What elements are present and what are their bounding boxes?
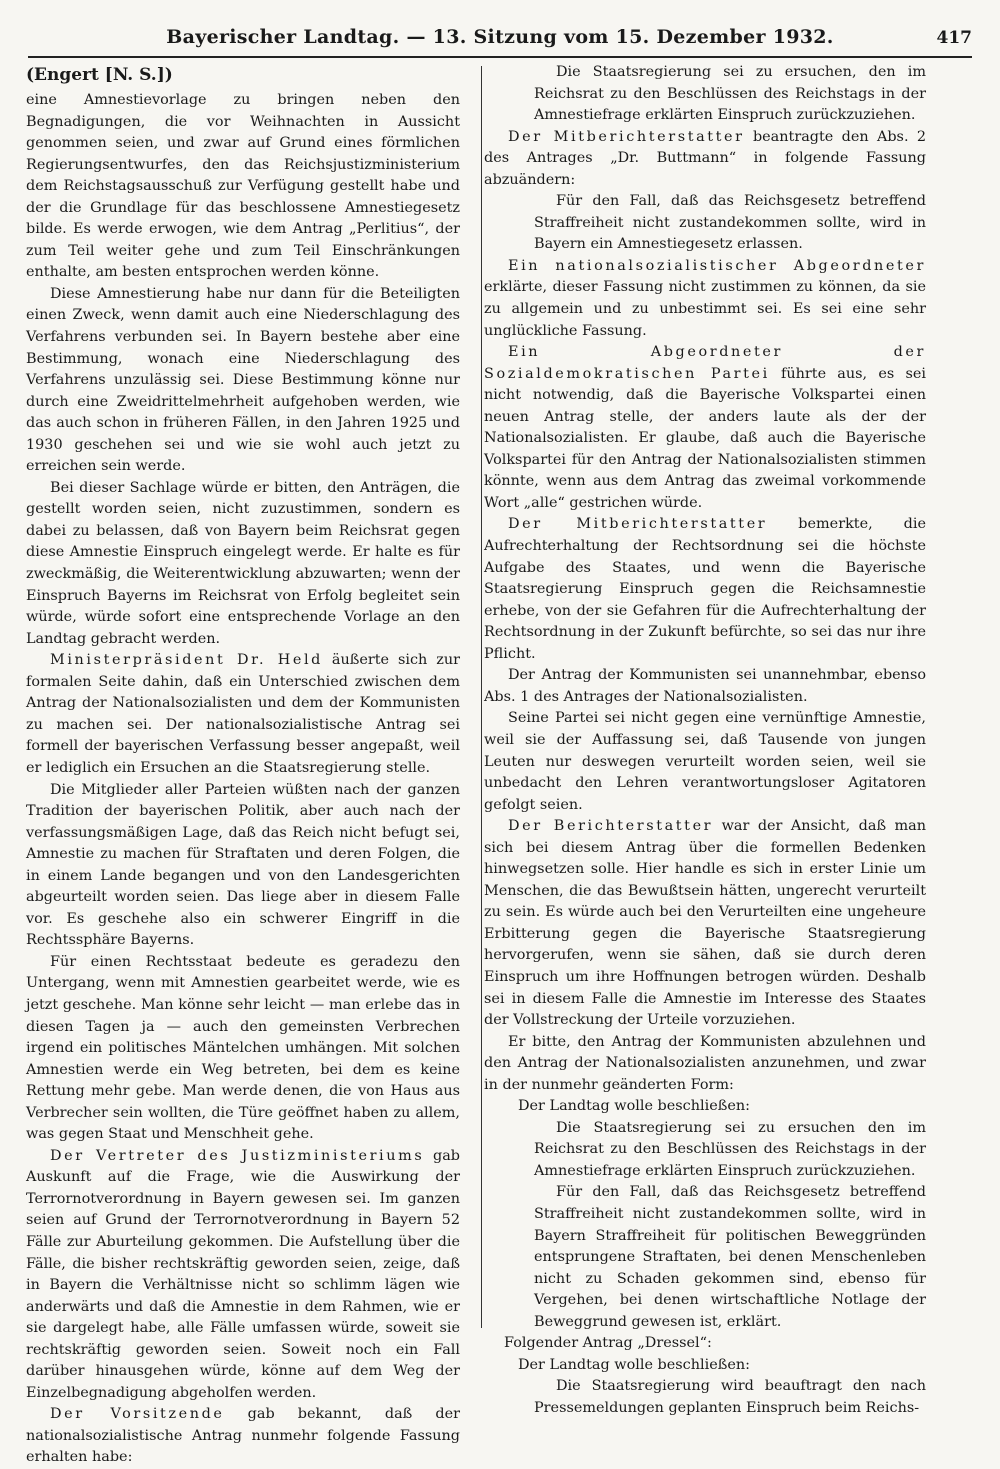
paragraph xyxy=(484,816,926,1031)
paragraph-text: bemerkte, die Aufrechterhaltung der Rechtsordnung sei die höchste Aufgabe des Staates, und wenn die Bayerische Staatsregierung Einspruch gegen die Reichsamnestie erhebe, von der sie Gefahren für die Aufrechterhaltung der Rechtsordnung in der Zukunft befürchte, so sei das nur ihre Pflicht. xyxy=(484,516,927,662)
page-number: 417 xyxy=(936,28,972,48)
paragraph: Die Mitglieder aller Parteien wüßten nach der ganzen Tradition der bayerischen Politik, aber auch nach der verfassungsmäßigen Lage, daß das Reich nicht befugt sei, Amnestie zu machen für Straftaten und deren Folgen, die in einem Lande begangen und von den Landesgerichten abgeurteilt worden seien. Das liege aber in diesem Falle vor. Es geschehe also ein schwerer Eingriff in die Rechtssphäre Bayerns. xyxy=(26,781,460,949)
quoted-motion: Die Staatsregierung wird beauftragt den nach Pressemeldungen geplanten Einspruch beim Reichs- xyxy=(534,1378,926,1416)
paragraph: Der Antrag der Kommunisten sei unannehmbar, ebenso Abs. 1 des Antrages der Nationalsozialisten. xyxy=(484,667,926,705)
speaker-name: Der Berichterstatter xyxy=(508,818,714,835)
speaker-name: Ein Abgeordneter der Sozialdemokratischen Partei xyxy=(484,344,926,382)
quoted-motion: Für den Fall, daß das Reichsgesetz betreffend Straffreiheit nicht zustandekommen sollte, wird in Bayern Straffreiheit für politischen Beweggründen entsprungene Straftaten, bei denen Menschenleben nicht zu Schaden gekommen sind, ebenso für Vergehen, bei denen wirtschaftliche Notlage der Beweggrund gewesen ist, erklärt. xyxy=(534,1184,926,1330)
right-column xyxy=(484,62,926,1419)
left-column xyxy=(26,62,460,1469)
speaker-name: Ministerpräsident Dr. Held xyxy=(50,652,323,669)
paragraph-text: gab Auskunft auf die Frage, wie die Auswirkung der Terrornotverordnung in Bayern gewesen sei. Im ganzen seien auf Grund der Terrornotverordnung in Bayern 52 Fälle zur Aburteilung gekommen. Die Aufstellung über die Fälle, die bisher rechtskräftig geworden seien, zeige, daß in Bayern die Verhältnisse nicht so schlimm lägen wie anderwärts und daß die Amnestie in dem Rahmen, wie er sie dargelegt habe, alle Fälle umfassen würde, soweit sie rechtskräftig geworden seien. Soweit noch ein Fall darüber hinausgehen würde, könne auf dem Weg der Einzelbegnadigung abgeholfen werden. xyxy=(26,1147,460,1401)
paragraph: Er bitte, den Antrag der Kommunisten abzulehnen und den Antrag der Nationalsozialisten anzunehmen, und zwar in der nunmehr geänderten Form: xyxy=(484,1033,926,1093)
speaker-name: Der Mitberichterstatter xyxy=(508,516,768,533)
speaker-name: Der Vorsitzende xyxy=(50,1406,225,1423)
paragraph-text: führte aus, es sei nicht notwendig, daß die Bayerische Volkspartei einen neuen Antrag stelle, der anders laute als der der Nationalsozialisten. Er glaube, daß auch die Bayerische Volkspartei für den Antrag der Nationalsozialisten stimmen könnte, wenn aus dem Antrag das zweimal vorkommende Wort „alle“ gestrichen würde. xyxy=(484,365,926,511)
speaker-name: Der Mitberichterstatter xyxy=(508,128,745,145)
column-divider xyxy=(481,66,482,1328)
paragraph: Für einen Rechtsstaat bedeute es geradezu den Untergang, wenn mit Amnestien gearbeitet werde, wie es jetzt geschehe. Man könne sehr leicht — man erlebe das in diesen Tagen ja — auch den gemeinsten Verbrechen irgend ein politisches Mäntelchen umhängen. Mit solchen Amnestien werde ein Weg betreten, bei dem es keine Rettung mehr gebe. Man werde denen, die von Haus aus Verbrecher sein wollten, die Türe geöffnet haben zu allem, was gegen Staat und Menschheit gehe. xyxy=(26,953,460,1143)
motion-heading: Folgender Antrag „Dressel“: xyxy=(504,1335,712,1352)
speaker-label: (Engert [N. S.]) xyxy=(26,65,173,85)
paragraph: eine Amnestievorlage zu bringen neben den Begnadigungen, die vor Weihnachten in Aussicht genommen seien, und zwar auf Grund eines förmlichen Regierungsentwurfes, den das Reichsjustizministerium dem Reichstagsausschuß zur Verfügung gestellt habe und der die Grundlage für das beschlossene Amnestiegesetz bilde. Es werde erwogen, wie dem Antrag „Perlitius“, der zum Teil weiter gehe und zum Teil Einschränkungen enthalte, am besten entsprochen werden könne. xyxy=(26,92,460,281)
paragraph xyxy=(26,1404,460,1469)
paragraph-text: war der Ansicht, daß man sich bei diesem Antrag über die formellen Bedenken hinwegsetzen solle. Hier handle es sich in erster Linie um Menschen, die das Bewußtsein hätten, ungerecht verurteilt zu sein. Es würde auch bei den Verurteilten eine ungeheure Erbitterung gegen die Bayerische Staatsregierung hervorgerufen, wenn sie sähen, daß sie durch deren Einspruch um ihre Hoffnungen betrogen würden. Deshalb sei in diesem Falle die Amnestie im Interesse des Staates der Vollstreckung der Urteile vorzuziehen. xyxy=(484,818,926,1029)
paragraph xyxy=(484,514,926,665)
paragraph-text: erklärte, dieser Fassung nicht zustimmen zu können, da sie zu allgemein und zu unbestimmt sei. Es sei eine sehr unglückliche Fassung. xyxy=(484,279,926,339)
speaker-name: Ein nationalsozialistischer Abgeordneter xyxy=(508,257,926,274)
paragraph: Bei dieser Sachlage würde er bitten, den Anträgen, die gestellt worden seien, nicht zuzustimmen, sondern es dabei zu belassen, daß von Bayern beim Reichsrat gegen diese Amnestie Einspruch eingelegt werde. Er halte es für zweckmäßig, die Weiterentwicklung abzuwarten; wenn der Einspruch Bayerns im Reichsrat von Erfolg begleitet sein würde, würde sofort eine entsprechende Vorlage an den Landtag gebracht werden. xyxy=(26,479,460,647)
quoted-motion: Für den Fall, daß das Reichsgesetz betreffend Straffreiheit nicht zustandekommen sollte, wird in Bayern ein Amnestiegesetz erlassen. xyxy=(534,193,926,253)
paragraph xyxy=(26,650,460,779)
motion-intro: Der Landtag wolle beschließen: xyxy=(518,1356,750,1373)
motion-intro: Der Landtag wolle beschließen: xyxy=(518,1098,750,1115)
paragraph: Seine Partei sei nicht gegen eine vernünftige Amnestie, weil sie der Auffassung sei, daß Tausende von jungen Leuten nur deswegen verurteilt worden seien, weil sie unbedacht den Lehren verantwortungsloser Agitatoren gefolgt seien. xyxy=(484,710,926,813)
paragraph xyxy=(484,342,926,514)
page-header xyxy=(28,22,972,58)
paragraph-text: gab bekannt, daß der nationalsozialistische Antrag nunmehr folgende Fassung erhalten habe: xyxy=(26,1406,460,1466)
running-title: Bayerischer Landtag. — 13. Sitzung vom 15. Dezember 1932. xyxy=(166,26,834,48)
paragraph-text: beantragte den Abs. 2 des Antrages „Dr. Buttmann“ in folgende Fassung abzuändern: xyxy=(484,128,927,188)
paragraph: Diese Amnestierung habe nur dann für die Beteiligten einen Zweck, wenn damit auch eine Niederschlagung des Verfahrens verbunden sei. In Bayern bestehe aber eine Bestimmung, wonach eine Niederschlagung des Verfahrens unzulässig sei. Diese Bestimmung könne nur durch eine Zweidrittelmehrheit aufgehoben werden, wie das auch schon in früheren Fällen, in den Jahren 1925 und 1930 geschehen sei und wie sie wohl auch jetzt zu erreichen sein werde. xyxy=(26,285,460,475)
paragraph xyxy=(484,256,926,342)
paragraph-text: äußerte sich zur formalen Seite dahin, daß ein Unterschied zwischen dem Antrag der Nationalsozialisten und dem der Kommunisten zu machen sei. Der nationalsozialistische Antrag sei formell der bayerischen Verfassung besser angepaßt, weil er lediglich ein Ersuchen an die Staatsregierung stelle. xyxy=(26,652,460,776)
paragraph xyxy=(26,1146,460,1405)
paragraph xyxy=(484,127,926,192)
quoted-motion: Die Staatsregierung sei zu ersuchen den im Reichsrat zu den Beschlüssen des Reichstags in der Amnestiefrage erklärten Einspruch zurückzuziehen. xyxy=(534,1119,926,1179)
speaker-name: Der Vertreter des Justizministeriums xyxy=(50,1147,425,1164)
quoted-motion: Die Staatsregierung sei zu ersuchen, den im Reichsrat zu den Beschlüssen des Reichstags in der Amnestiefrage erklärten Einspruch zurückzuziehen. xyxy=(534,64,926,124)
